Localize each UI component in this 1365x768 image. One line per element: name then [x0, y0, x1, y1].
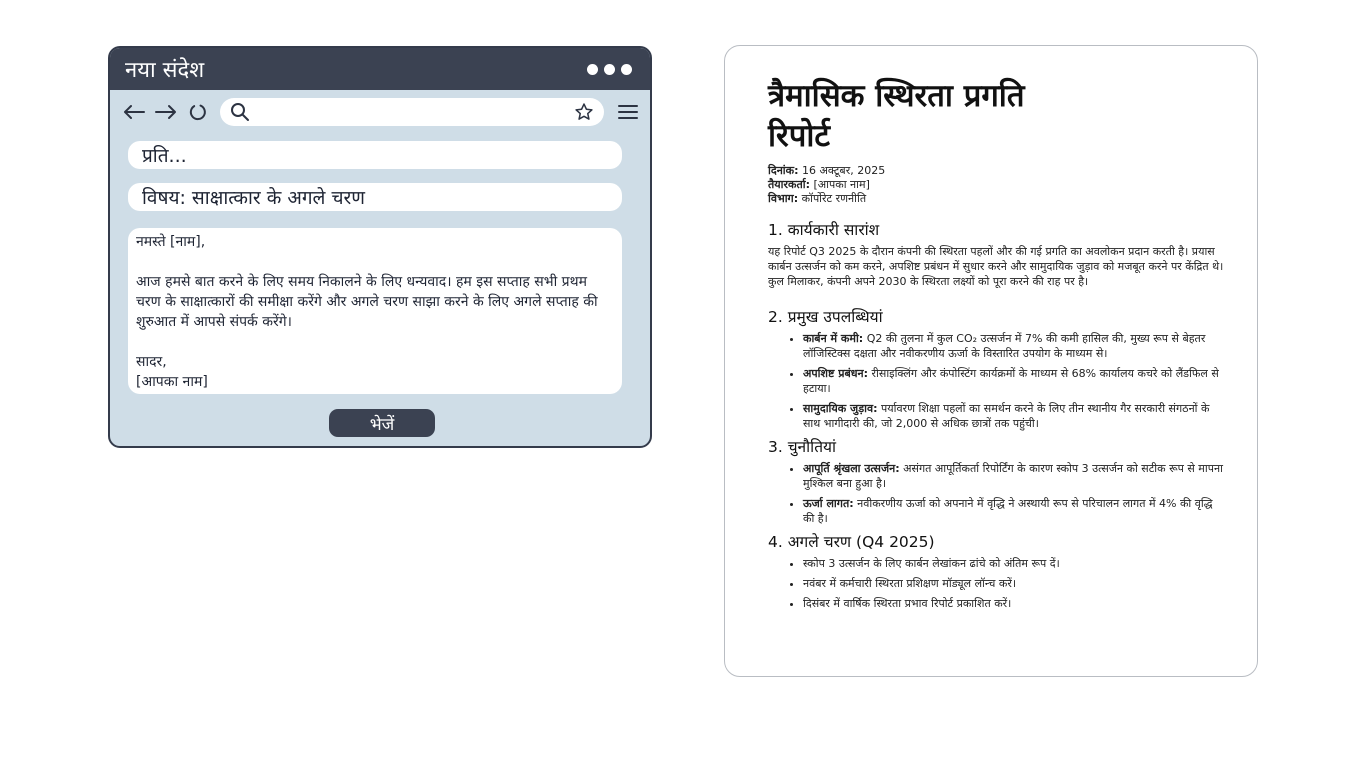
menu-icon[interactable]	[616, 100, 640, 124]
meta-date: दिनांक: 16 अक्टूबर, 2025	[768, 164, 886, 177]
dot	[587, 64, 598, 75]
summary-text: यह रिपोर्ट Q3 2025 के दौरान कंपनी की स्थिरता पहलों और की गई प्रगति का अवलोकन प्रदान करती है। प्रयास कार्बन उत्सर्जन को कम करने, अपशिष्ट प्रबंधन में सुधार करने और सामुदायिक जुड़ाव को मजबूत करने पर केंद्रित थे। कुल मिलाकर, कंपनी अपने 2030 के स्थिरता लक्ष्यों को पूरा करने की राह पर है।	[768, 245, 1224, 288]
to-field[interactable]	[128, 141, 622, 169]
list-item: • अपशिष्ट प्रबंधन: रीसाइक्लिंग और कंपोस्टिंग कार्यक्रमों के माध्यम से 68% कार्यालय कचरे को लैंडफिल से हटाया।	[803, 366, 1227, 396]
report-document	[724, 45, 1258, 677]
list-item: • आपूर्ति श्रृंखला उत्सर्जन: असंगत आपूर्तिकर्ता रिपोर्टिंग के कारण स्कोप 3 उत्सर्जन को सटीक रूप से मापना मुश्किल बना हुआ है।	[803, 461, 1227, 491]
back-arrow-icon[interactable]	[122, 100, 146, 124]
list-item: • सामुदायिक जुड़ाव: पर्यावरण शिक्षा पहलों का समर्थन करने के लिए तीन स्थानीय गैर सरकारी संगठनों के साथ भागीदारी की, जो 2,000 से अधिक छात्रों तक पहुंची।	[803, 401, 1227, 431]
report-meta	[768, 164, 1227, 206]
nav-bar	[110, 90, 650, 134]
report-title: त्रैमासिक स्थिरता प्रगति रिपोर्ट	[768, 78, 1025, 154]
search-input[interactable]	[252, 104, 572, 120]
list-item: • दिसंबर में वार्षिक स्थिरता प्रभाव रिपोर्ट प्रकाशित करें।	[803, 596, 1227, 611]
greeting: नमस्ते [नाम],	[136, 234, 206, 250]
achievements-list	[768, 331, 1227, 431]
message-text: आज हमसे बात करने के लिए समय निकालने के लिए धन्यवाद। हम इस सप्ताह सभी प्रथम चरण के साक्षात्कारों की समीक्षा करेंगे और अगले चरण साझा करने के लिए अगले सप्ताह की शुरुआत में आपसे संपर्क करेंगे।	[136, 274, 598, 330]
more-dots-icon[interactable]	[587, 64, 632, 75]
meta-author: तैयारकर्ता: [आपका नाम]	[768, 178, 870, 191]
next-steps-list	[768, 556, 1227, 611]
section-heading-summary: 1. कार्यकारी सारांश	[768, 221, 880, 239]
send-button[interactable]: भेजें	[329, 409, 435, 437]
dot	[604, 64, 615, 75]
search-bar[interactable]	[220, 98, 604, 126]
signature: [आपका नाम]	[136, 374, 208, 390]
list-item: • ऊर्जा लागत: नवीकरणीय ऊर्जा को अपनाने में वृद्धि ने अस्थायी रूप से परिचालन लागत में 4% की वृद्धि की है।	[803, 496, 1227, 526]
list-item: • स्कोप 3 उत्सर्जन के लिए कार्बन लेखांकन ढांचे को अंतिम रूप दें।	[803, 556, 1227, 571]
forward-arrow-icon[interactable]	[154, 100, 178, 124]
subject-field[interactable]	[128, 183, 622, 211]
window-title: नया संदेश	[125, 58, 205, 83]
title-bar	[110, 48, 650, 90]
dot	[621, 64, 632, 75]
email-compose-window	[108, 46, 652, 448]
search-icon	[228, 100, 252, 124]
message-body[interactable]	[128, 228, 622, 394]
list-item: • नवंबर में कर्मचारी स्थिरता प्रशिक्षण मॉड्यूल लॉन्च करें।	[803, 576, 1227, 591]
section-heading-next-steps: 4. अगले चरण (Q4 2025)	[768, 533, 935, 551]
list-item: • कार्बन में कमी: Q2 की तुलना में कुल CO₂ उत्सर्जन में 7% की कमी हासिल की, मुख्य रूप से बेहतर लॉजिस्टिक्स दक्षता और नवीकरणीय ऊर्जा के विस्तारित उपयोग के माध्यम से।	[803, 331, 1227, 361]
to-field-text: प्रति...	[142, 145, 187, 167]
section-heading-challenges: 3. चुनौतियां	[768, 438, 837, 456]
closing: सादर,	[136, 354, 167, 370]
subject-field-text: विषय: साक्षात्कार के अगले चरण	[142, 187, 366, 209]
refresh-icon[interactable]	[186, 100, 210, 124]
star-icon[interactable]	[572, 100, 596, 124]
section-heading-achievements: 2. प्रमुख उपलब्धियां	[768, 308, 883, 326]
challenges-list	[768, 461, 1227, 526]
meta-department: विभाग: कॉर्पोरेट रणनीति	[768, 192, 867, 205]
